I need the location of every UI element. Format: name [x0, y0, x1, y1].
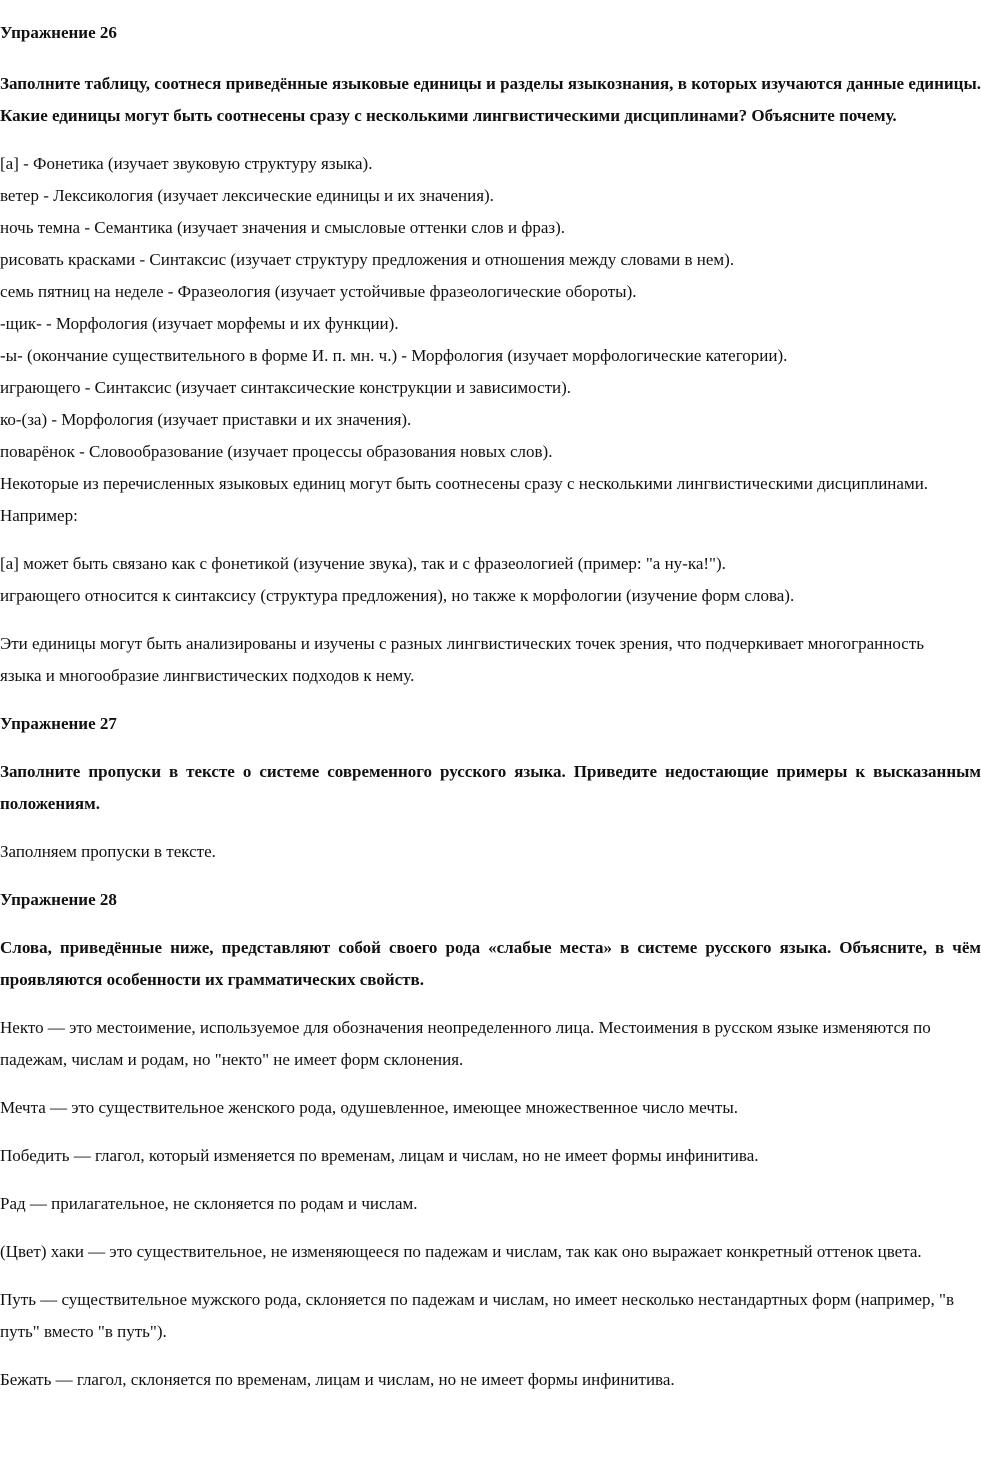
answer-item: играющего - Синтаксис (изучает синтаксические конструкции и зависимости). — [0, 378, 572, 397]
exercise-26 — [0, 17, 981, 692]
exercise-heading: Упражнение 26 — [0, 23, 117, 42]
examples — [0, 548, 981, 612]
exercise-heading: Упражнение 27 — [0, 714, 117, 733]
document-body — [0, 17, 981, 1396]
exercise-heading: Упражнение 28 — [0, 890, 117, 909]
exercise-27 — [0, 708, 981, 868]
answer-item: поварёнок - Словообразование (изучает процессы образования новых слов). — [0, 442, 553, 461]
answer-item: -ы- (окончание существительного в форме И. п. мн. ч.) - Морфология (изучает морфологические категории). — [0, 346, 788, 365]
answer-item: Бежать — глагол, склоняется по временам, лицам и числам, но не имеет формы инфинитива. — [0, 1370, 675, 1389]
answer-item: рисовать красками - Синтаксис (изучает структуру предложения и отношения между словами в нем). — [0, 250, 735, 269]
answer-item: ночь темна - Семантика (изучает значения и смысловые оттенки слов и фраз). — [0, 218, 565, 237]
example-item: [а] может быть связано как с фонетикой (изучение звука), так и с фразеологией (пример: "а ну-ка!"). — [0, 554, 726, 573]
answer-item: (Цвет) хаки — это существительное, не изменяющееся по падежам и числам, так как оно выражает конкретный оттенок цвета. — [0, 1242, 922, 1261]
exercise-28 — [0, 884, 981, 1396]
answer-item: семь пятниц на неделе - Фразеология (изучает устойчивые фразеологические обороты). — [0, 282, 637, 301]
answer-list — [0, 148, 981, 532]
example-item: играющего относится к синтаксису (структура предложения), но также к морфологии (изучение форм слова). — [0, 586, 795, 605]
answer-item: Победить — глагол, который изменяется по временам, лицам и числам, но не имеет формы инфинитива. — [0, 1146, 759, 1165]
answer-item: Мечта — это существительное женского рода, одушевленное, имеющее множественное число мечты. — [0, 1098, 739, 1117]
answer-item: ветер - Лексикология (изучает лексические единицы и их значения). — [0, 186, 494, 205]
exercise-task: Заполните пропуски в тексте о системе современного русского языка. Приведите недостающие примеры к высказанным положениям. — [0, 762, 981, 813]
exercise-task: Слова, приведённые ниже, представляют собой своего рода «слабые места» в системе русского языка. Объясните, в чём проявляются особенности их грамматических свойств. — [0, 938, 981, 989]
answer-text: Заполняем пропуски в тексте. — [0, 842, 216, 861]
answer-item: ко-(за) - Морфология (изучает приставки и их значения). — [0, 410, 412, 429]
answer-item: [а] - Фонетика (изучает звуковую структуру языка). — [0, 154, 373, 173]
conclusion: Эти единицы могут быть анализированы и изучены с разных лингвистических точек зрения, что подчеркивает многогранность языка и многообразие лингвистических подходов к нему. — [0, 634, 925, 685]
exercise-task: Заполните таблицу, соотнеся приведённые языковые единицы и разделы языкознания, в которых изучаются данные единицы. Какие единицы могут быть соотнесены сразу с несколькими лингвистическими дисциплинами? Объясните почему. — [0, 74, 981, 125]
answer-item: Некто — это местоимение, используемое для обозначения неопределенного лица. Местоимения в русском языке изменяются по падежам, числам и родам, но "некто" не имеет форм склонения. — [0, 1018, 931, 1069]
answer-note: Некоторые из перечисленных языковых единиц могут быть соотнесены сразу с несколькими лингвистическими дисциплинами. Например: — [0, 474, 929, 525]
answer-item: Рад — прилагательное, не склоняется по родам и числам. — [0, 1194, 418, 1213]
answer-item: -щик- - Морфология (изучает морфемы и их функции). — [0, 314, 399, 333]
answer-item: Путь — существительное мужского рода, склоняется по падежам и числам, но имеет несколько нестандартных форм (например, "в путь" вместо "в путь"). — [0, 1290, 954, 1341]
